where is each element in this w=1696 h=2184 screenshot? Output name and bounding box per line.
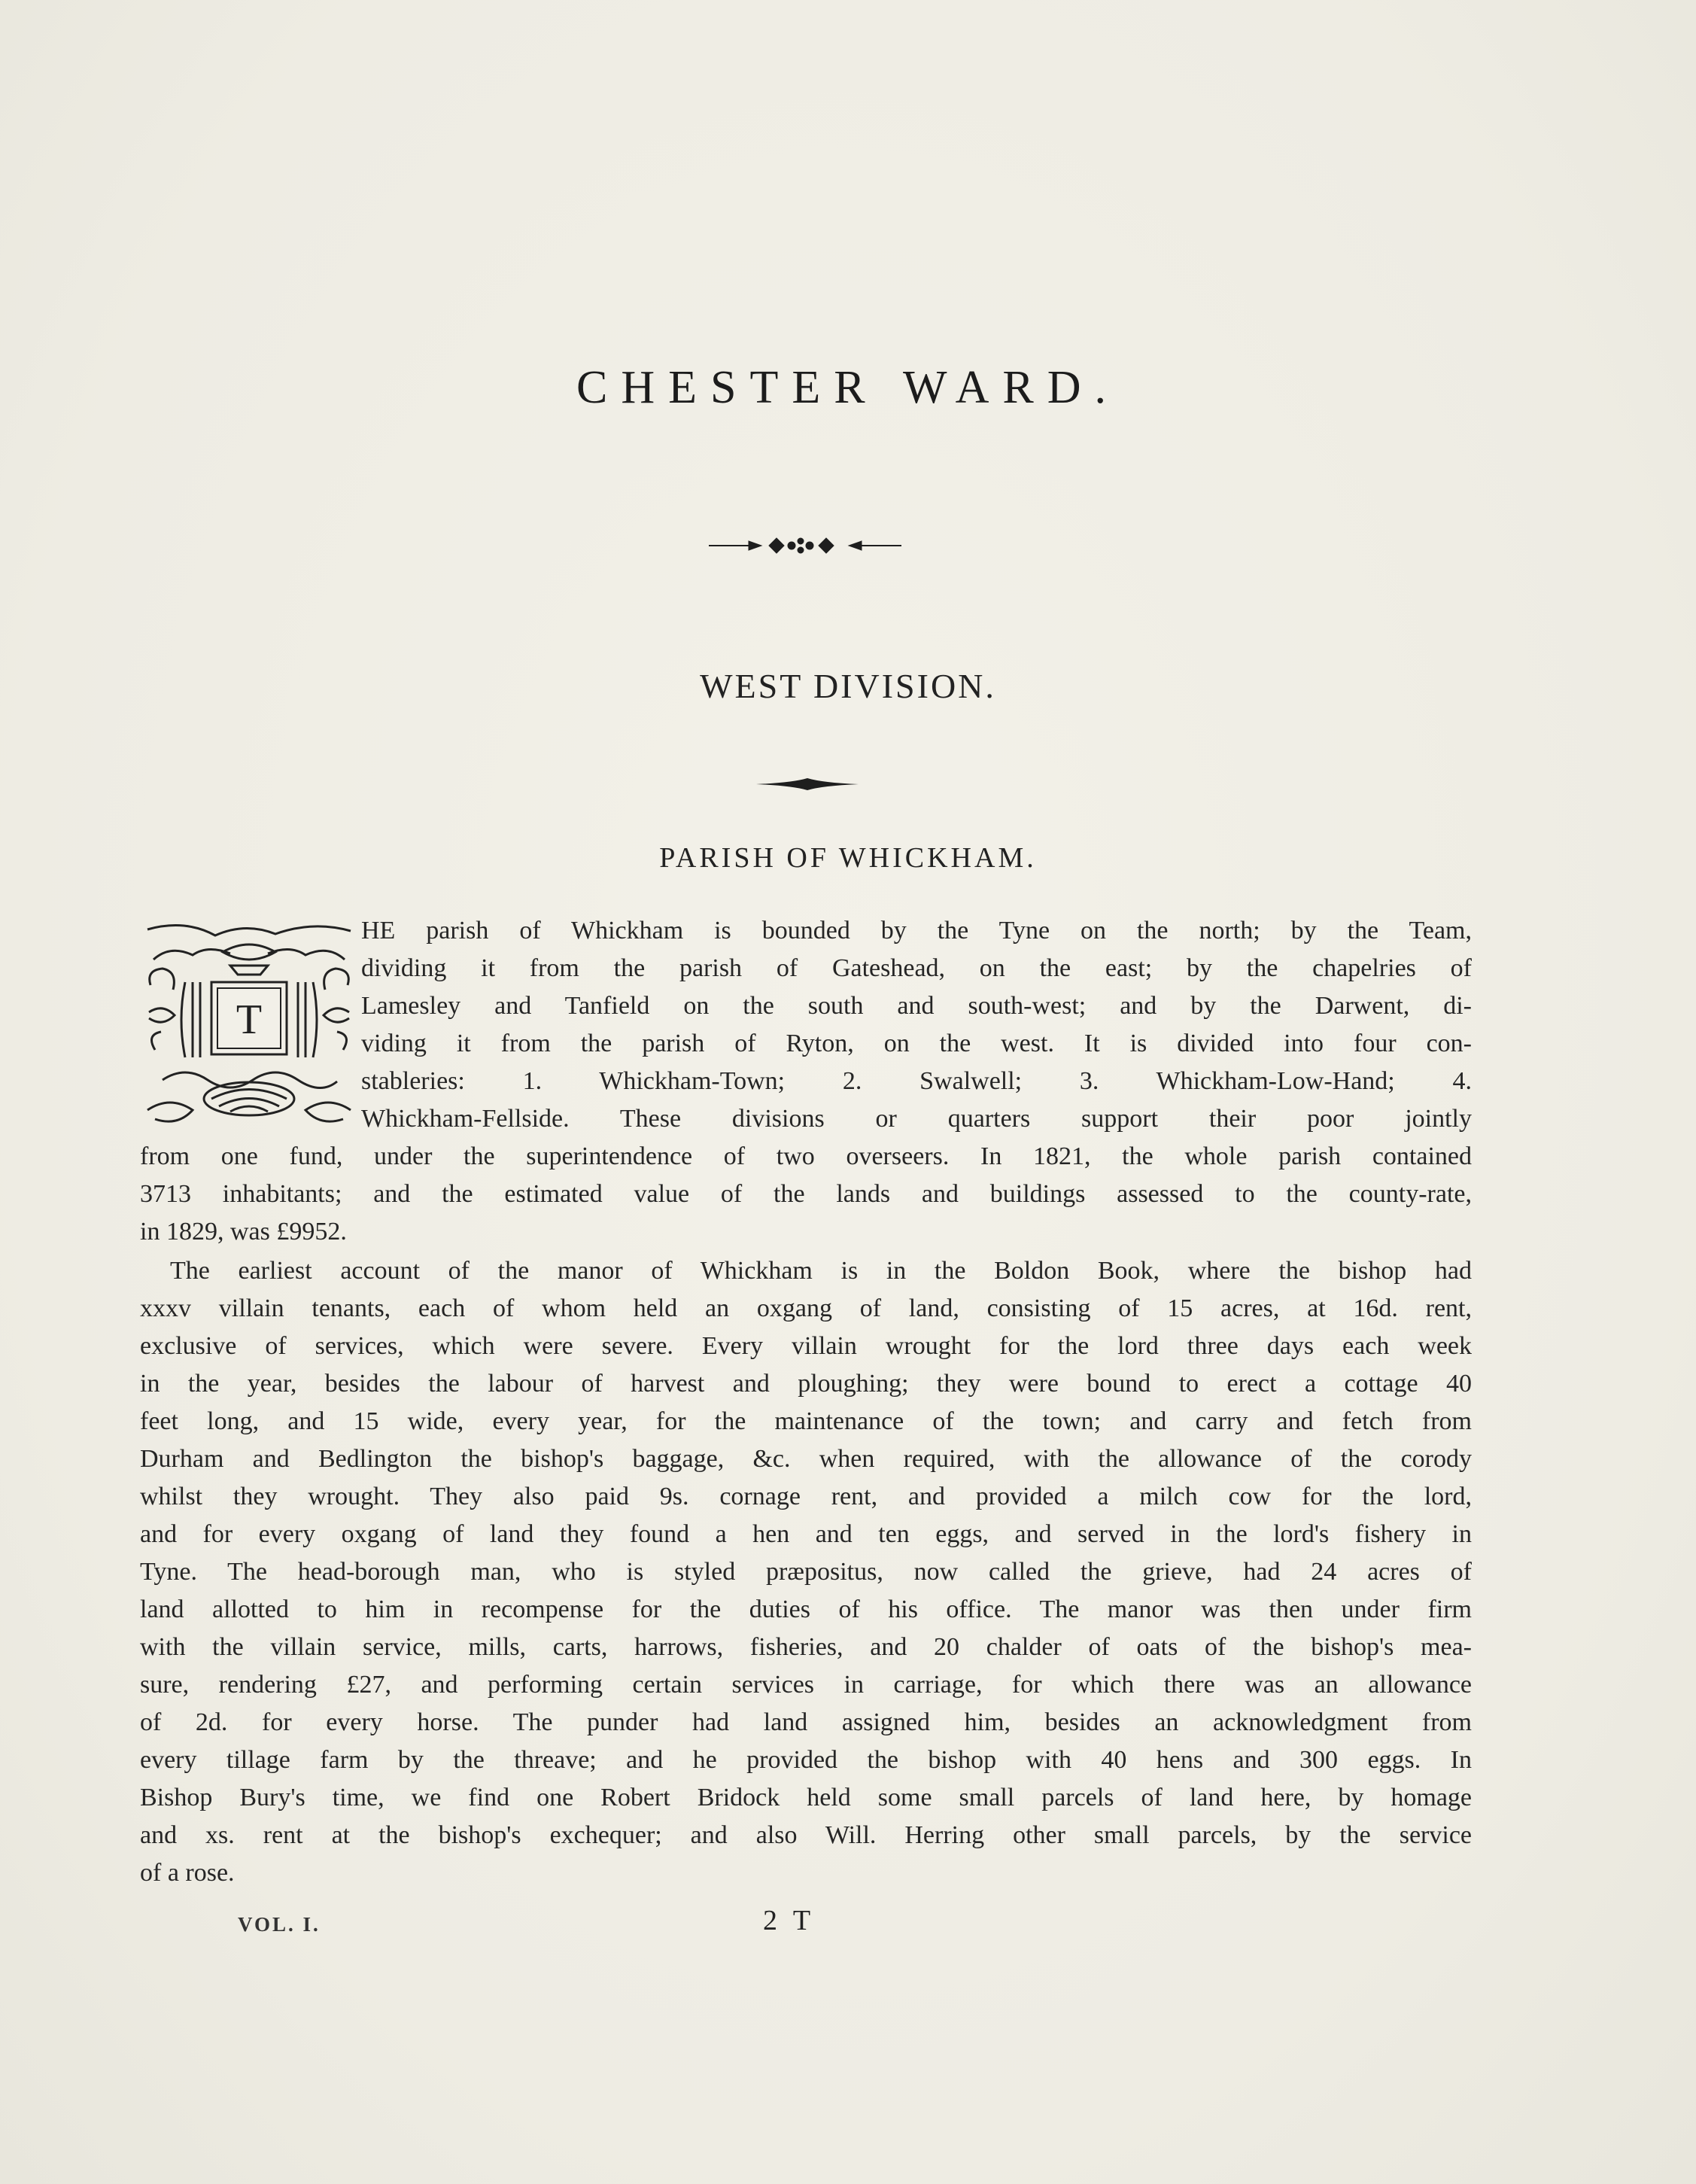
text-line: The earliest account of the manor of Whickham is in the Boldon Book, where the bishop had [170,1257,1472,1285]
dropcap-letter: T [236,996,263,1043]
text-line: Tyne. The head-borough man, who is styled præpositus, now called the grieve, had 24 acres of [140,1558,1472,1586]
decorated-initial-icon [140,922,358,1133]
volume-label: VOL. I. [238,1913,321,1936]
text-line: and for every oxgang of land they found a hen and ten eggs, and served in the lord's fishery in [140,1520,1472,1548]
text-line: Lamesley and Tanfield on the south and south-west; and by the Darwent, di- [361,992,1472,1020]
text-line: exclusive of services, which were severe. Every villain wrought for the lord three days each week [140,1332,1472,1360]
text-line: feet long, and 15 wide, every year, for the maintenance of the town; and carry and fetch from [140,1407,1472,1435]
text-line: viding it from the parish of Ryton, on the west. It is divided into four con- [361,1030,1472,1057]
page-title: CHESTER WARD. [576,362,1120,413]
text-line: in the year, besides the labour of harvest and ploughing; they were bound to erect a cottage 40 [140,1370,1472,1398]
text-line: and xs. rent at the bishop's exchequer; and also Will. Herring other small parcels, by the service [140,1821,1472,1849]
paragraph-1-beside-initial [361,912,1472,1138]
text-line: Whickham-Fellside. These divisions or quarters support their poor jointly [361,1105,1472,1133]
text-line: every tillage farm by the threave; and he provided the bishop with 40 hens and 300 eggs. In [140,1746,1472,1774]
text-line: Durham and Bedlington the bishop's baggage, &c. when required, with the allowance of the corody [140,1445,1472,1473]
text-line: of a rose. [140,1859,235,1887]
text-line: of 2d. for every horse. The punder had land assigned him, besides an acknowledgment from [140,1708,1472,1736]
text-line: dividing it from the parish of Gateshead, on the east; by the chapelries of [361,954,1472,982]
division-heading: WEST DIVISION. [700,667,996,705]
signature-mark: 2 T [763,1905,816,1936]
text-line: 3713 inhabitants; and the estimated value of the lands and buildings assessed to the county-rate, [140,1180,1472,1208]
text-line: stableries: 1. Whickham-Town; 2. Swalwell; 3. Whickham-Low-Hand; 4. [361,1067,1472,1095]
text-line: whilst they wrought. They also paid 9s. cornage rent, and provided a milch cow for the lord, [140,1483,1472,1510]
text-line: Bishop Bury's time, we find one Robert Bridock held some small parcels of land here, by homage [140,1784,1472,1811]
text-line: HE parish of Whickham is bounded by the Tyne on the north; by the Team, [361,917,1472,944]
paragraph-1-continued [140,1138,1472,1251]
parish-heading: PARISH OF WHICKHAM. [659,842,1037,874]
text-line: with the villain service, mills, carts, harrows, fisheries, and 20 chalder of oats of the bishop's mea- [140,1633,1472,1661]
text-line: in 1829, was £9952. [140,1218,347,1246]
rule-ornament-icon [755,775,860,793]
text-line: from one fund, under the superintendence of two overseers. In 1821, the whole parish contained [140,1142,1472,1170]
paragraph-2 [140,1252,1472,1892]
text-line: xxxv villain tenants, each of whom held an oxgang of land, consisting of 15 acres, at 16d. rent, [140,1294,1472,1322]
text-line: land allotted to him in recompense for the duties of his office. The manor was then under firm [140,1595,1472,1623]
text-line: sure, rendering £27, and performing certain services in carriage, for which there was an allowance [140,1671,1472,1699]
ornament-divider-icon [707,531,903,561]
